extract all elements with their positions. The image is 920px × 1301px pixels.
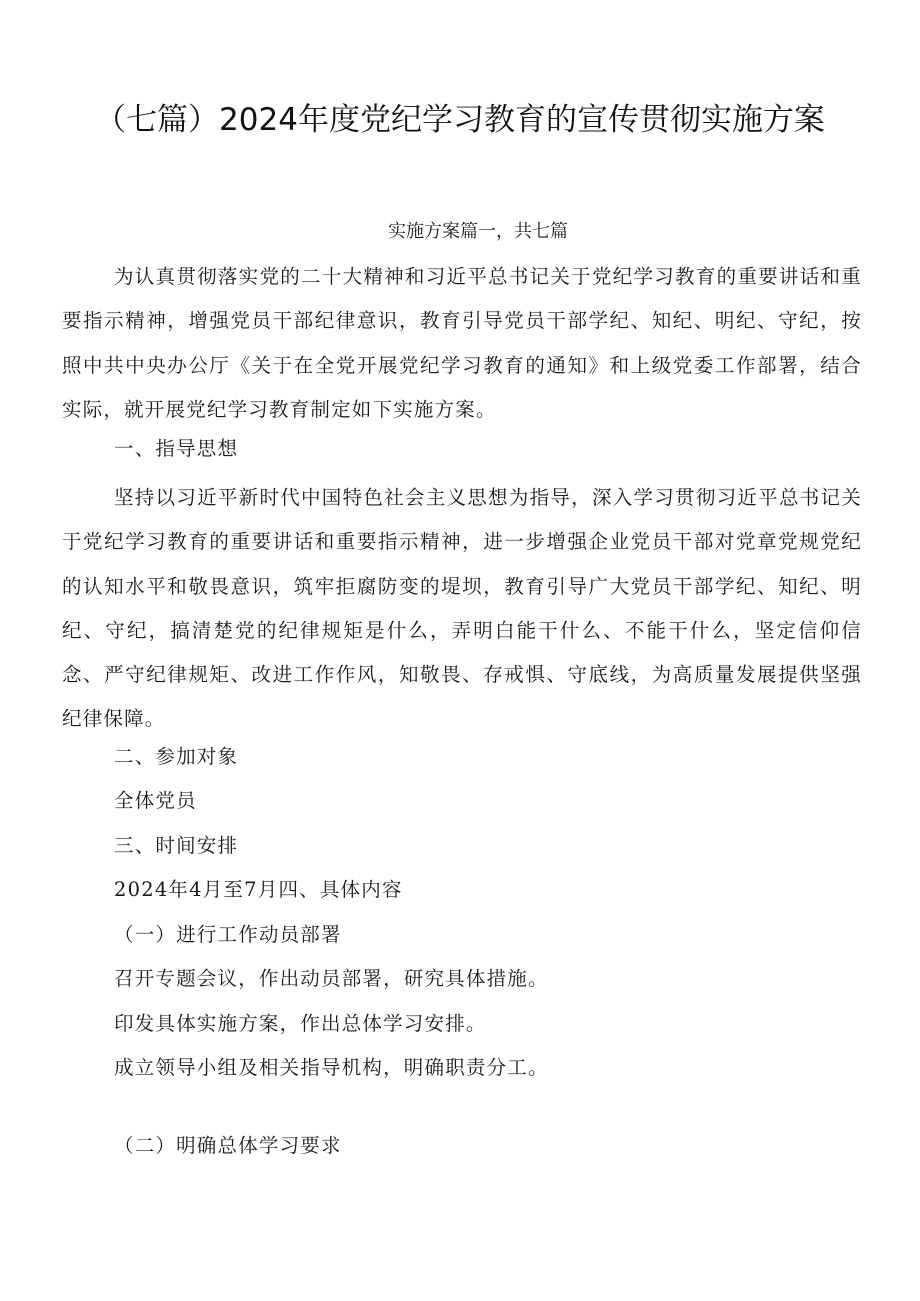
- heading-guiding-thought: 一、指导思想: [114, 437, 239, 460]
- participants-text: 全体党员: [114, 789, 197, 812]
- sub-heading-study-requirements: （二）明确总体学习要求: [114, 1134, 342, 1157]
- sub-heading-mobilization: （一）进行工作动员部署: [114, 923, 342, 946]
- guiding-thought-paragraph: 坚持以习近平新时代中国特色社会主义思想为指导，深入学习贯彻习近平总书记关于党纪学习教育的重要讲话和重要指示精神，进一步增强企业党员干部对党章党规党纪的认知水平和敬畏意识，筑牢拒腐防变的堤坝，教育引导广大党员干部学纪、知纪、明纪、守纪，搞清楚党的纪律规矩是什么，弄明白能干什么、不能干什么，坚定信仰信念、严守纪律规矩、改进工作作风，知敬畏、存戒惧、守底线，为高质量发展提供坚强纪律保障。: [62, 486, 862, 731]
- section-subtitle: 实施方案篇一，共七篇: [388, 221, 568, 242]
- intro-paragraph: 为认真贯彻落实党的二十大精神和习近平总书记关于党纪学习教育的重要讲话和重要指示精神，增强党员干部纪律意识，教育引导党员干部学纪、知纪、明纪、守纪，按照中共中央办公厅《关于在全党开展党纪学习教育的通知》和上级党委工作部署，结合实际，就开展党纪学习教育制定如下实施方案。: [62, 265, 862, 421]
- schedule-and-content-heading: 2024年4月至7月四、具体内容: [114, 878, 403, 901]
- document-title: （七篇）2024年度党纪学习教育的宣传贯彻实施方案: [95, 102, 825, 138]
- item-special-meeting: 召开专题会议，作出动员部署，研究具体措施。: [114, 967, 549, 990]
- heading-participants: 二、参加对象: [114, 745, 239, 768]
- item-leading-group: 成立领导小组及相关指导机构，明确职责分工。: [114, 1056, 549, 1079]
- item-implementation-plan: 印发具体实施方案，作出总体学习安排。: [114, 1012, 487, 1035]
- heading-schedule: 三、时间安排: [114, 834, 239, 857]
